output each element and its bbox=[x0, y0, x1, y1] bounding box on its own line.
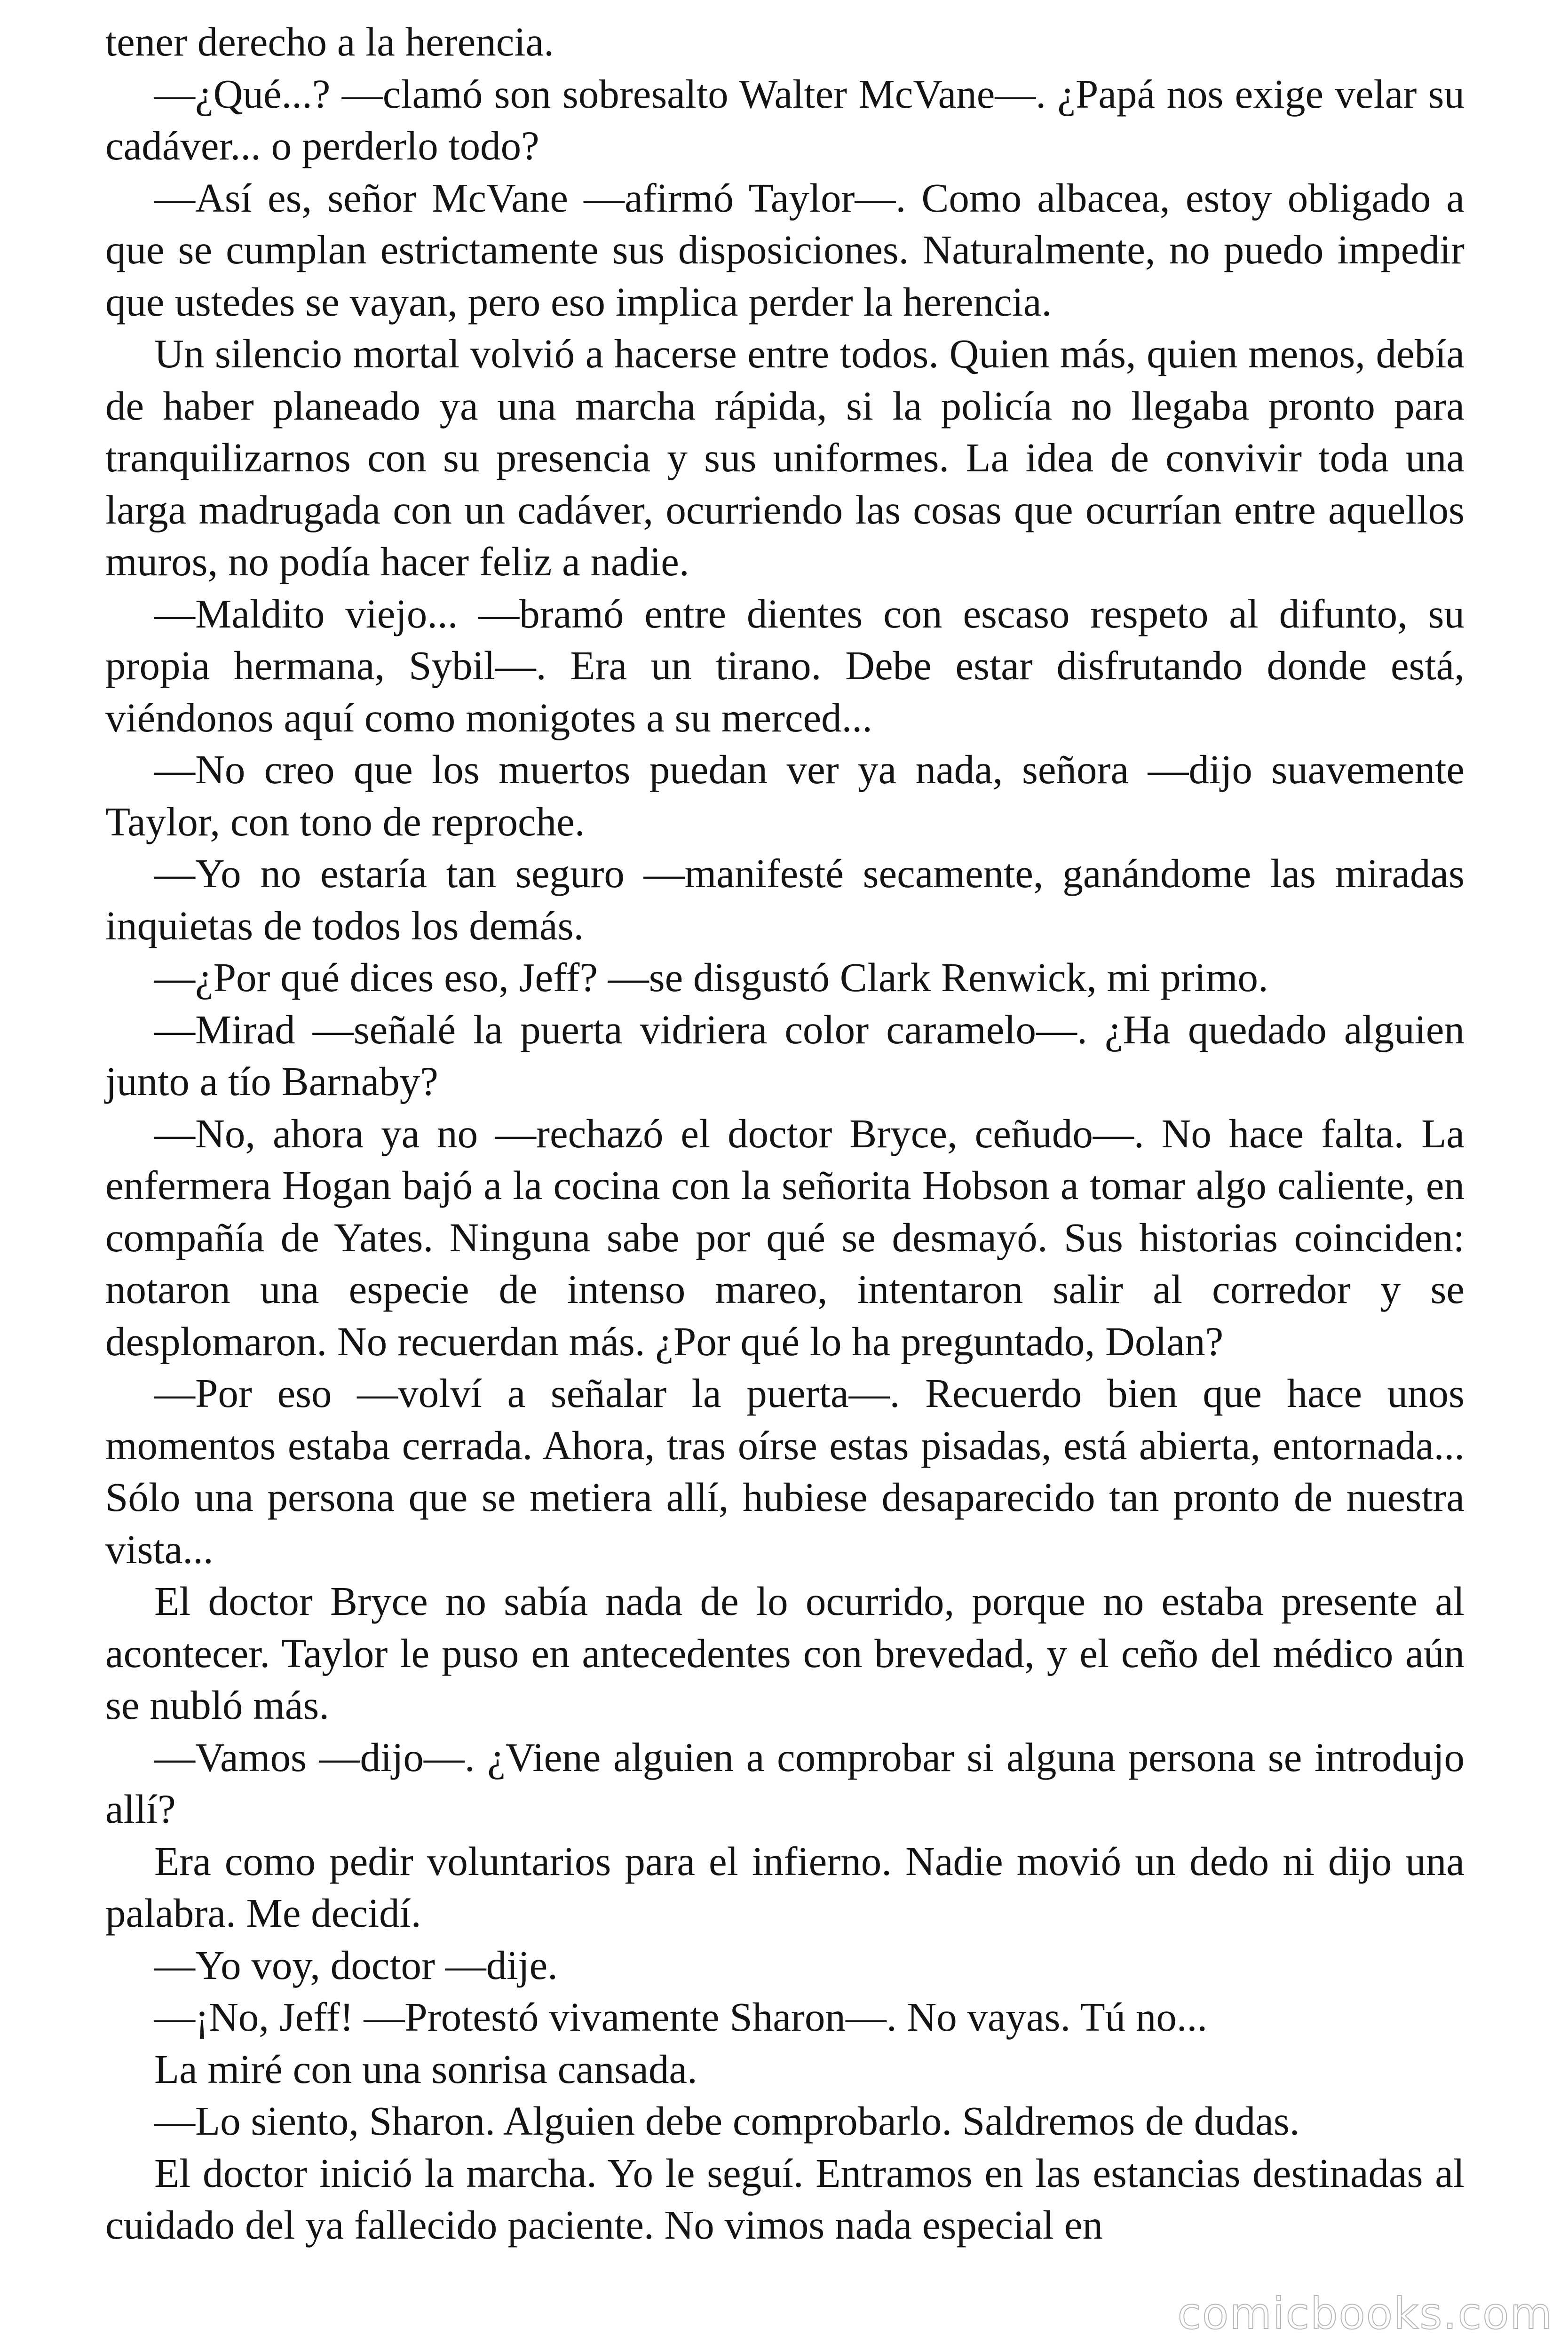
paragraph-16: —¡No, Jeff! —Protestó vivamente Sharon—. No vayas. Tú no... bbox=[154, 1994, 1208, 2040]
paragraph-10: —No, ahora ya no —rechazó el doctor Bryce, ceñudo—. No hace falta. La enfermera Hogan bajó a la cocina con la señorita Hobson a tomar algo caliente, en compañía de Yates. Ninguna sabe por qué se desmayó. Sus historias coinciden: notaron una especie de intenso mareo, intentaron salir al corredor y se desplomaron. No recuerdan más. ¿Por qué lo ha preguntado, Dolan? bbox=[105, 1110, 1465, 1364]
paragraph-11: —Por eso —volví a señalar la puerta—. Recuerdo bien que hace unos momentos estaba cerrada. Ahora, tras oírse estas pisadas, está abierta, entornada... Sólo una persona que se metiera allí, hubiese desaparecido tan pronto de nuestra vista... bbox=[105, 1370, 1465, 1572]
paragraph-13: —Vamos —dijo—. ¿Viene alguien a comprobar si alguna persona se introdujo allí? bbox=[105, 1734, 1465, 1832]
paragraph-8: —¿Por qué dices eso, Jeff? —se disgustó Clark Renwick, mi primo. bbox=[154, 954, 1268, 1000]
paragraph-2: —¿Qué...? —clamó son sobresalto Walter McVane—. ¿Papá nos exige velar su cadáver... o perderlo todo? bbox=[105, 71, 1465, 168]
paragraph-4: Un silencio mortal volvió a hacerse entre todos. Quien más, quien menos, debía de haber planeado ya una marcha rápida, si la policía no llegaba pronto para tranquilizarnos con su presencia y sus uniformes. La idea de convivir toda una larga madrugada con un cadáver, ocurriendo las cosas que ocurrían entre aquellos muros, no podía hacer feliz a nadie. bbox=[105, 331, 1465, 584]
paragraph-1: tener derecho a la herencia. bbox=[105, 19, 554, 64]
watermark: comicbooks.com bbox=[1177, 2288, 1553, 2339]
paragraph-15: —Yo voy, doctor —dije. bbox=[154, 1942, 558, 1988]
paragraph-18: —Lo siento, Sharon. Alguien debe comprobarlo. Saldremos de dudas. bbox=[154, 2098, 1300, 2144]
paragraph-19: El doctor inició la marcha. Yo le seguí. Entramos en las estancias destinadas al cuidado del ya fallecido paciente. No vimos nada especial en bbox=[105, 2150, 1465, 2248]
paragraph-3: —Así es, señor McVane —afirmó Taylor—. Como albacea, estoy obligado a que se cumplan estrictamente sus disposiciones. Naturalmente, no puedo impedir que ustedes se vayan, pero eso implica perder la herencia. bbox=[105, 175, 1465, 325]
paragraph-14: Era como pedir voluntarios para el infierno. Nadie movió un dedo ni dijo una palabra. Me decidí. bbox=[105, 1838, 1465, 1936]
paragraph-7: —Yo no estaría tan seguro —manifesté secamente, ganándome las miradas inquietas de todos los demás. bbox=[105, 850, 1465, 948]
book-page bbox=[105, 16, 1465, 2321]
paragraph-5: —Maldito viejo... —bramó entre dientes con escaso respeto al difunto, su propia hermana, Sybil—. Era un tirano. Debe estar disfrutando donde está, viéndonos aquí como monigotes a su merced... bbox=[105, 590, 1465, 740]
paragraph-12: El doctor Bryce no sabía nada de lo ocurrido, porque no estaba presente al acontecer. Taylor le puso en antecedentes con brevedad, y el ceño del médico aún se nubló más. bbox=[105, 1578, 1465, 1728]
paragraph-17: La miré con una sonrisa cansada. bbox=[154, 2046, 697, 2092]
paragraph-6: —No creo que los muertos puedan ver ya nada, señora —dijo suavemente Taylor, con tono de reproche. bbox=[105, 747, 1465, 844]
paragraph-9: —Mirad —señalé la puerta vidriera color caramelo—. ¿Ha quedado alguien junto a tío Barnaby? bbox=[105, 1006, 1465, 1104]
